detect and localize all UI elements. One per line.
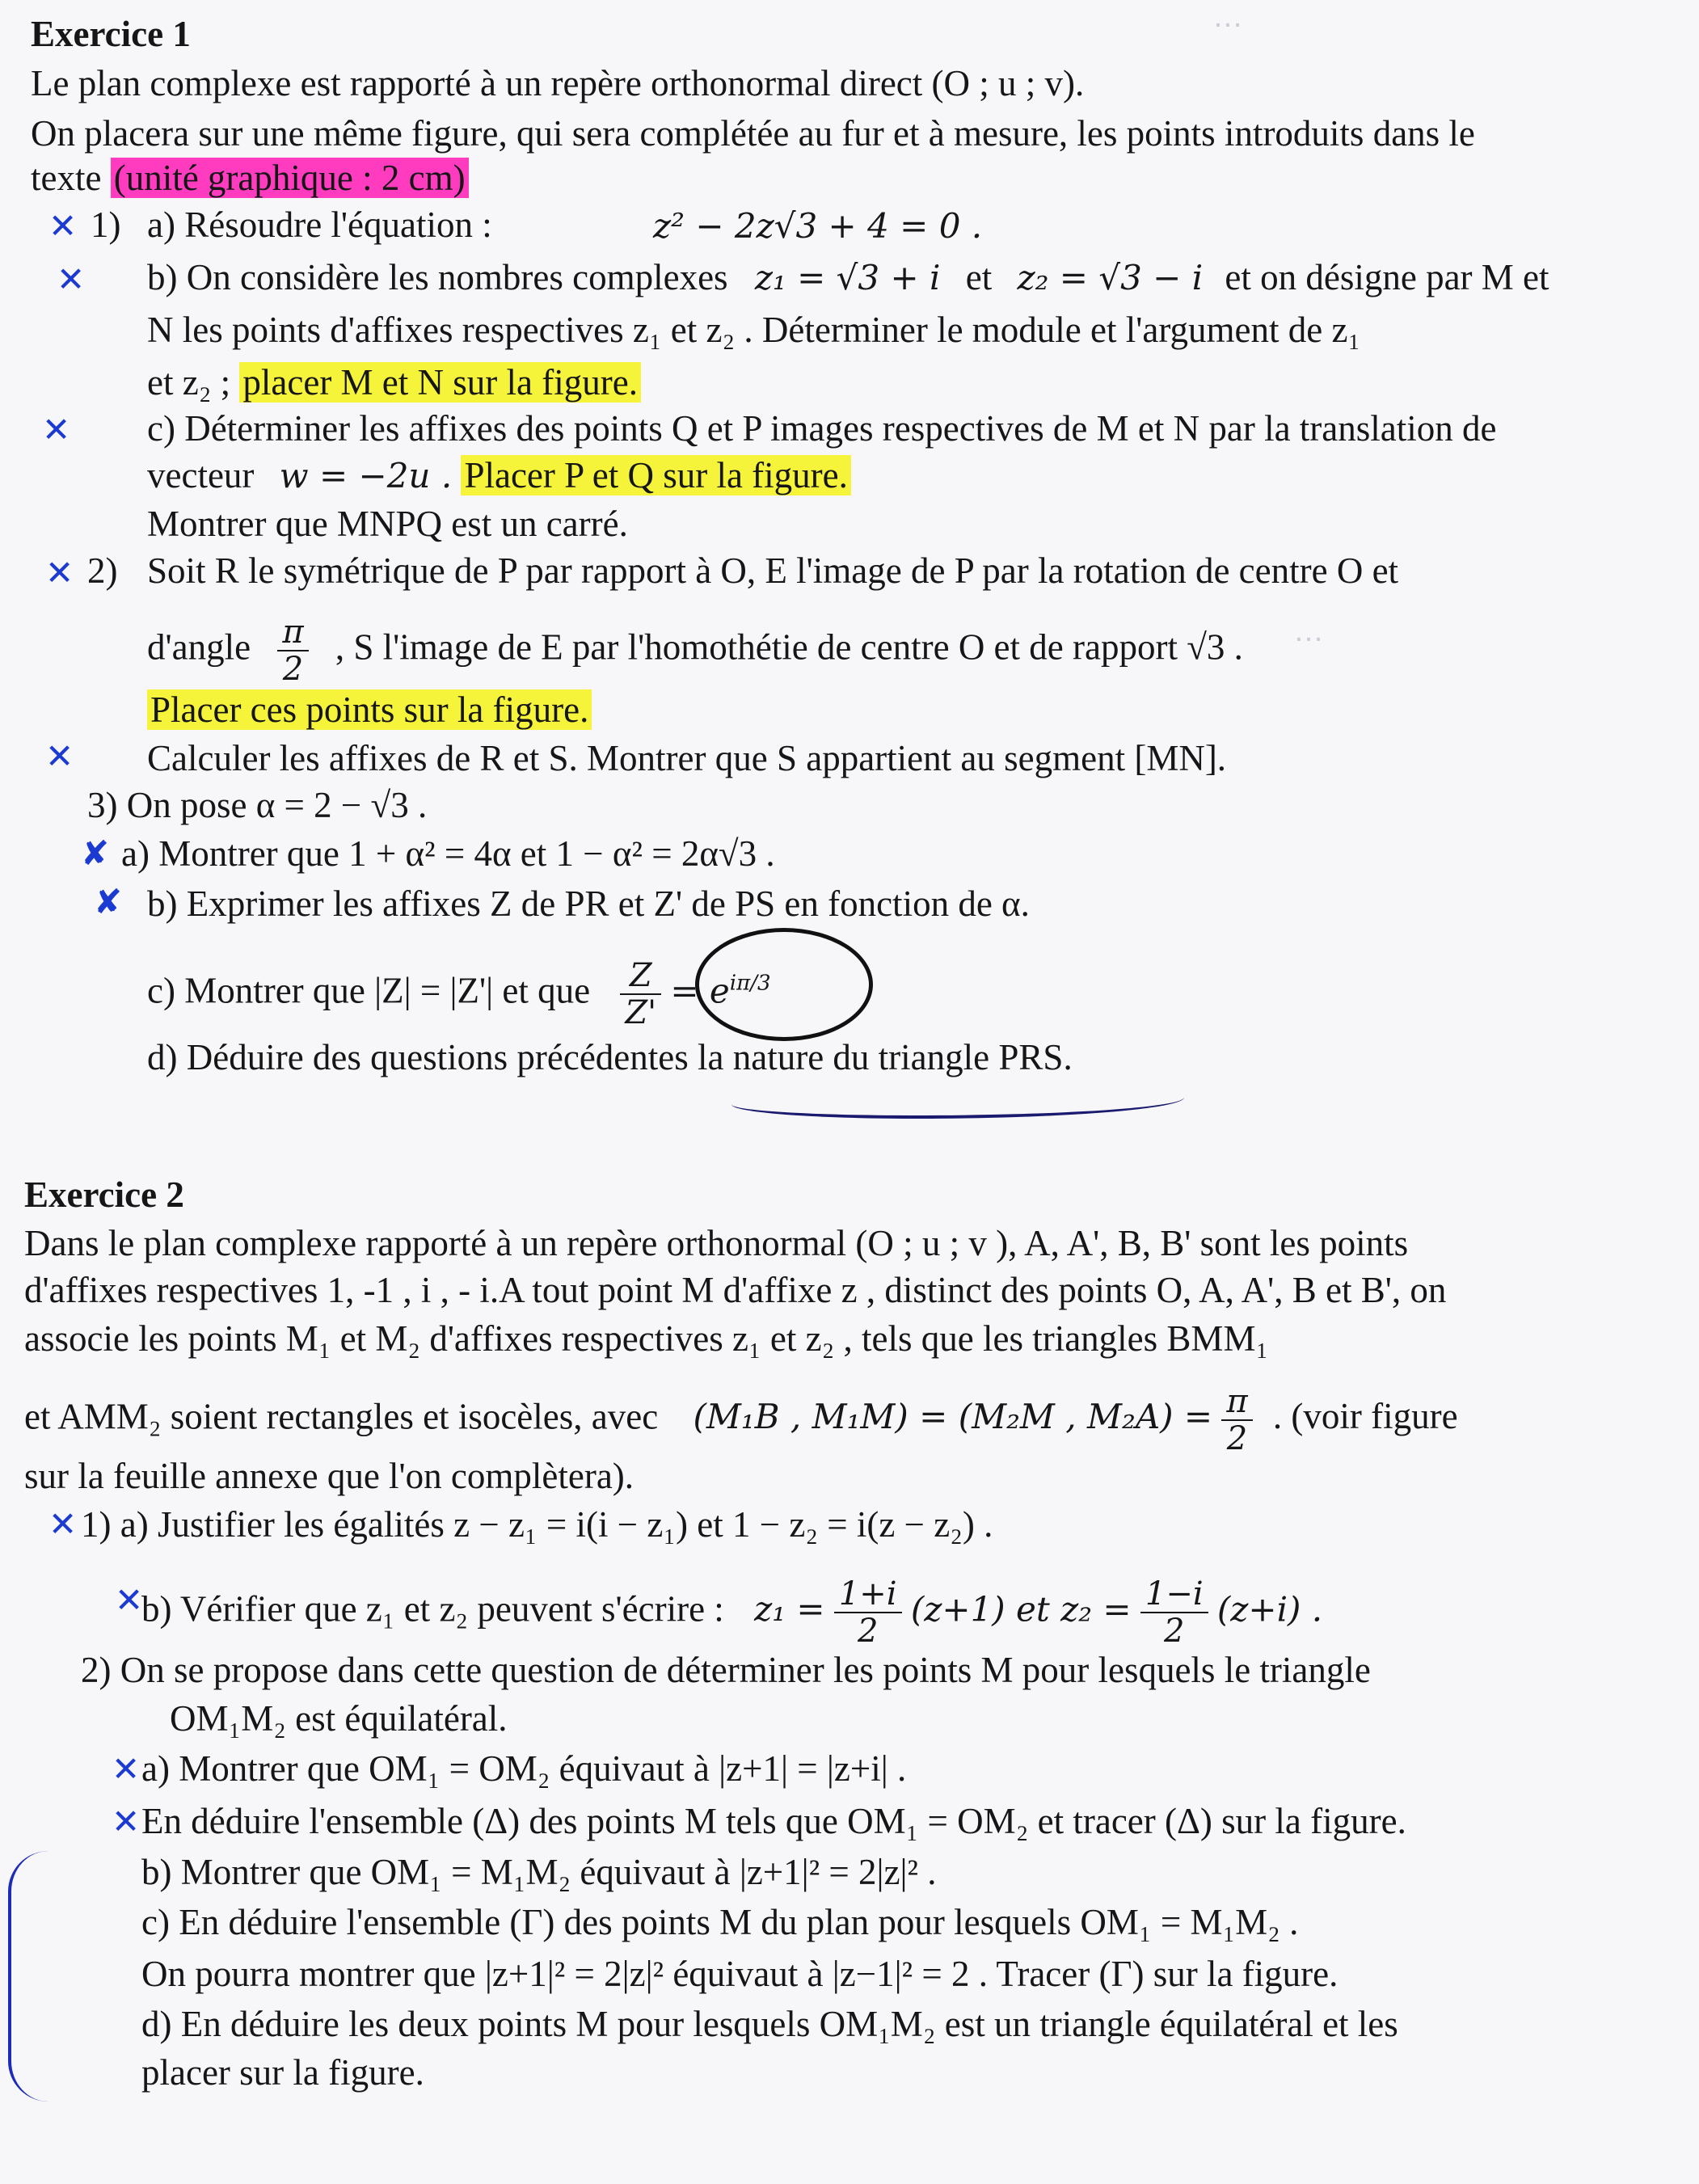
- ex2-q2c: c) En déduire l'ensemble (Γ) des points M du plan pour lesquels OM₁ = M₁M₂ .: [141, 1902, 1299, 1942]
- z2-definition: z₂ = √3 − i: [1017, 258, 1204, 297]
- ex2-q2a: a) Montrer que OM₁ = OM₂ équivaut à |z+1| = |z+i| .: [141, 1748, 907, 1789]
- ex2-q2d-line2: placer sur la figure.: [141, 2052, 424, 2093]
- ex2-q1b-text: b) Vérifier que z₁ et z₂ peuvent s'écrire :: [141, 1588, 724, 1630]
- fraction-numerator: π: [277, 614, 308, 651]
- ex1-q1b-text: b) On considère les nombres complexes: [147, 257, 728, 297]
- ex2-q2c-line2: On pourra montrer que |z+1|² = 2|z|² équivaut à |z−1|² = 2 . Tracer (Γ) sur la figure.: [141, 1954, 1339, 1994]
- ex1-q1b-line3: [147, 360, 641, 405]
- vector-w-equation: w = −2u .: [279, 456, 453, 495]
- ex1-q3-line1: 3) On pose α = 2 − √3 .: [87, 785, 428, 825]
- fraction-denominator: 2: [1226, 1420, 1248, 1457]
- ex2-q2-line2: OM₁M₂ est équilatéral.: [170, 1698, 508, 1739]
- and-word: et: [965, 257, 993, 297]
- ex2-para-line1: Dans le plan complexe rapporté à un repère orthonormal (O ; u ; v ), A, A', B, B' sont les points: [24, 1223, 1409, 1263]
- ex1-q2-line3: [147, 687, 592, 732]
- ex1-q1c-line2: [147, 453, 851, 499]
- ex2-para-line4: [24, 1384, 1458, 1457]
- ex1-intro-line3: [31, 155, 469, 200]
- ex1-q1b-line2: N les points d'affixes respectives z₁ et z₂ . Déterminer le module et l'argument de z₁: [147, 310, 1361, 350]
- ex1-q1c-line1: c) Déterminer les affixes des points Q et P images respectives de M et N par la translation de: [147, 408, 1497, 449]
- ex1-q1c-line3: Montrer que MNPQ est un carré.: [147, 504, 628, 544]
- pen-check-mark: ✘: [81, 833, 110, 873]
- one-plus-i-over-2: [834, 1576, 902, 1649]
- ex2-q1b: [141, 1576, 1322, 1649]
- place-mn-highlight: placer M et N sur la figure.: [239, 362, 641, 403]
- ex1-q2-line4: Calculer les affixes de R et S. Montrer que S appartient au segment [MN].: [147, 738, 1227, 778]
- bleed-through-text: …: [1212, 0, 1243, 34]
- ex2-q1a: 1) a) Justifier les égalités z − z₁ = i(i − z₁) et 1 − z₂ = i(z − z₂) .: [81, 1504, 993, 1545]
- ex1-q3d: d) Déduire des questions précédentes la nature du triangle PRS.: [147, 1037, 1073, 1077]
- one-minus-i-over-2: [1140, 1576, 1208, 1649]
- ex1-q1b-line1: [147, 255, 1549, 301]
- angle-equality: (M₁B , M₁M) = (M₂M , M₂A) =: [693, 1397, 1213, 1437]
- fraction-numerator: π: [1221, 1384, 1252, 1421]
- ex2-para-line3: associe les points M₁ et M₂ d'affixes respectives z₁ et z₂ , tels que les triangles BMM₁: [24, 1318, 1269, 1359]
- ex2-q2d: d) En déduire les deux points M pour lesquels OM₁M₂ est un triangle équilatéral et les: [141, 2004, 1398, 2044]
- ex1-q3c-text: c) Montrer que |Z| = |Z'| et que: [147, 970, 591, 1011]
- z1-z2-middle: (z+1) et z₂ =: [910, 1589, 1132, 1630]
- ex1-q2-line1: Soit R le symétrique de P par rapport à O, E l'image de P par la rotation de centre O et: [147, 550, 1399, 591]
- ex1-q1a-equation: z² − 2z√3 + 4 = 0 .: [653, 206, 983, 246]
- vector-word: vecteur: [147, 455, 255, 495]
- fraction-numerator: 1+i: [834, 1576, 902, 1613]
- exponential-e: = e: [670, 971, 730, 1011]
- hand-drawn-bracket: [8, 1851, 60, 2102]
- pi-over-2-fraction: [1221, 1384, 1252, 1457]
- place-pq-highlight: Placer P et Q sur la figure.: [461, 455, 850, 495]
- pen-cross-mark: ✕: [45, 553, 74, 592]
- angle-word: d'angle: [147, 626, 251, 668]
- pen-cross-mark: ✕: [112, 1802, 141, 1841]
- z2-end: (z+i) .: [1216, 1589, 1323, 1630]
- ex1-q1a: a) Résoudre l'équation :: [147, 204, 492, 245]
- pen-cross-mark: ✕: [45, 736, 74, 776]
- ex2-para-line2: d'affixes respectives 1, -1 , i , - i.A tout point M d'affixe z , distinct des points O, A, A', B et B', on: [24, 1270, 1447, 1310]
- ex1-q2-number: 2): [87, 550, 118, 591]
- exercise-2-title: Exercice 2: [24, 1174, 184, 1215]
- hand-drawn-circle: [695, 928, 873, 1041]
- pen-cross-mark: ✕: [115, 1580, 144, 1620]
- ex1-q2-line2-rest: , S l'image de E par l'homothétie de centre O et de rapport √3 .: [335, 626, 1243, 668]
- see-figure-text: . (voir figure: [1272, 1396, 1458, 1437]
- pen-check-mark: ✘: [94, 882, 123, 921]
- ex1-q3b: b) Exprimer les affixes Z de PR et Z' de PS en fonction de α.: [147, 883, 1030, 924]
- ex1-q1-number: 1): [91, 204, 121, 245]
- fraction-denominator: Z': [625, 994, 657, 1031]
- ex2-para-line4-text: et AMM₂ soient rectangles et isocèles, avec: [24, 1396, 659, 1437]
- place-points-highlight: Placer ces points sur la figure.: [147, 689, 592, 730]
- fraction-numerator: Z: [620, 958, 661, 995]
- ex1-intro-line2: On placera sur une même figure, qui sera complétée au fur et à mesure, les points introduits dans le: [31, 113, 1475, 154]
- ex1-intro-text: texte: [31, 158, 102, 198]
- z-over-zprime-fraction: [620, 958, 661, 1031]
- fraction-denominator: 2: [1164, 1613, 1185, 1650]
- hand-drawn-underline: [731, 1083, 1184, 1119]
- pen-cross-mark: ✕: [48, 206, 78, 246]
- unit-highlight: (unité graphique : 2 cm): [111, 158, 469, 198]
- pen-cross-mark: ✕: [112, 1749, 141, 1789]
- ex1-q3c: [147, 958, 771, 1031]
- ex2-q2-line1: 2) On se propose dans cette question de déterminer les points M pour lesquels le triangle: [81, 1650, 1371, 1690]
- bleed-through-text: …: [1293, 614, 1324, 648]
- ex2-q2a-line2: En déduire l'ensemble (Δ) des points M tels que OM₁ = OM₂ et tracer (Δ) sur la figure.: [141, 1801, 1406, 1841]
- fraction-denominator: 2: [858, 1613, 879, 1650]
- z1-label: z₁ =: [754, 1589, 825, 1630]
- ex1-q1b-text-end: et on désigne par M et: [1225, 257, 1549, 297]
- fraction-denominator: 2: [282, 651, 304, 688]
- pen-cross-mark: ✕: [48, 1504, 78, 1544]
- exponent-i-pi-3: iπ/3: [729, 971, 771, 996]
- ex2-para-line5: sur la feuille annexe que l'on complètera).: [24, 1456, 634, 1496]
- fraction-numerator: 1−i: [1140, 1576, 1208, 1613]
- ex1-intro-line1: Le plan complexe est rapporté à un repère orthonormal direct (O ; u ; v).: [31, 63, 1085, 103]
- pen-cross-mark: ✕: [57, 259, 86, 299]
- ex1-q1b-text3: et z₂ ;: [147, 362, 231, 403]
- ex1-q3a: a) Montrer que 1 + α² = 4α et 1 − α² = 2α√3 .: [121, 833, 775, 874]
- z1-definition: z₁ = √3 + i: [754, 258, 941, 297]
- exercise-1-title: Exercice 1: [31, 14, 191, 54]
- pi-over-2-fraction: [277, 614, 308, 687]
- ex2-q2b: b) Montrer que OM₁ = M₁M₂ équivaut à |z+1|² = 2|z|² .: [141, 1852, 937, 1892]
- ex1-q2-line2: [147, 614, 1243, 687]
- pen-cross-mark: ✕: [42, 410, 71, 449]
